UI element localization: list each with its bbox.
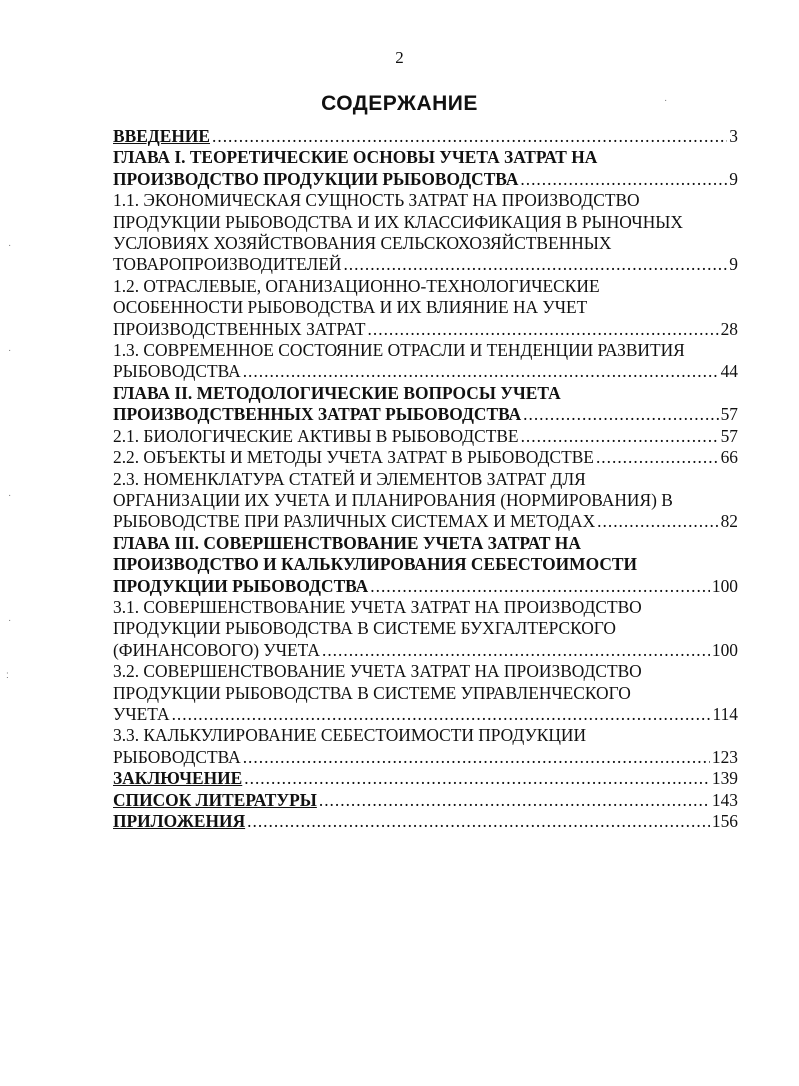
toc-entry[interactable] [113, 276, 738, 340]
toc-entry-line: 3.2. СОВЕРШЕНСТВОВАНИЕ УЧЕТА ЗАТРАТ НА ПРОИЗВОДСТВО [113, 661, 642, 682]
scan-speck: · [8, 240, 12, 251]
toc-entry[interactable] [113, 447, 738, 468]
toc-entry-line: 1.3. СОВРЕМЕННОЕ СОСТОЯНИЕ ОТРАСЛИ И ТЕНДЕНЦИИ РАЗВИТИЯ [113, 340, 685, 361]
toc-entry-leader-line [113, 169, 738, 190]
toc-page-number: 9 [729, 254, 738, 275]
toc-entry-line: УСЛОВИЯХ ХОЗЯЙСТВОВАНИЯ СЕЛЬСКОХОЗЯЙСТВЕННЫХ [113, 233, 612, 254]
toc-entry[interactable] [113, 597, 738, 661]
toc-page-number: 9 [729, 168, 738, 189]
toc-page-number: 123 [711, 746, 738, 767]
toc-page-number: 66 [720, 447, 738, 468]
toc-entry-title: ПРОИЗВОДСТВЕННЫХ ЗАТРАТ РЫБОВОДСТВА [113, 404, 522, 425]
toc-page-number: 57 [720, 404, 738, 425]
toc-page-number: 82 [720, 511, 738, 532]
toc-entry-leader-line [113, 361, 738, 382]
dot-leader [247, 811, 710, 832]
toc-page-number: 44 [720, 361, 738, 382]
toc-entry-line: 3.3. КАЛЬКУЛИРОВАНИЕ СЕБЕСТОИМОСТИ ПРОДУКЦИИ [113, 725, 587, 746]
toc-entry-title: РЫБОВОДСТВЕ ПРИ РАЗЛИЧНЫХ СИСТЕМАХ И МЕТОДАХ [113, 511, 596, 532]
toc-entry[interactable] [113, 790, 738, 811]
toc-entry-leader-line [113, 576, 738, 597]
dot-leader [319, 790, 710, 811]
scan-speck: · [8, 490, 12, 501]
table-of-contents [113, 126, 738, 832]
toc-entry[interactable] [113, 126, 738, 147]
toc-entry-leader-line [113, 404, 738, 425]
toc-entry-title: УЧЕТА [113, 703, 170, 724]
toc-entry-title: РЫБОВОДСТВА [113, 746, 241, 767]
toc-page-number: 114 [712, 703, 738, 724]
dot-leader [370, 576, 710, 597]
dot-leader [172, 704, 711, 725]
toc-entry-leader-line [113, 640, 738, 661]
toc-entry-leader-line [113, 447, 738, 468]
toc-entry-line: ПРОДУКЦИИ РЫБОВОДСТВА В СИСТЕМЕ БУХГАЛТЕРСКОГО [113, 618, 616, 639]
dot-leader [521, 426, 719, 447]
toc-entry-line: 1.1. ЭКОНОМИЧЕСКАЯ СУЩНОСТЬ ЗАТРАТ НА ПРОИЗВОДСТВО [113, 190, 640, 211]
toc-entry[interactable] [113, 725, 738, 768]
toc-entry[interactable] [113, 340, 738, 383]
toc-entry[interactable] [113, 661, 738, 725]
toc-page-number: 57 [720, 425, 738, 446]
toc-entry-title: ПРОИЗВОДСТВО ПРОДУКЦИИ РЫБОВОДСТВА [113, 168, 519, 189]
toc-page-number: 100 [711, 639, 738, 660]
toc-entry-title: 2.2. ОБЪЕКТЫ И МЕТОДЫ УЧЕТА ЗАТРАТ В РЫБОВОДСТВЕ [113, 447, 594, 468]
toc-page-number: 143 [711, 789, 738, 810]
toc-entry-leader-line [113, 511, 738, 532]
toc-entry-line: 1.2. ОТРАСЛЕВЫЕ, ОГАНИЗАЦИОННО-ТЕХНОЛОГИЧЕСКИЕ [113, 275, 600, 296]
dot-leader [243, 361, 719, 382]
toc-entry-title: ТОВАРОПРОИЗВОДИТЕЛЕЙ [113, 254, 342, 275]
dot-leader [596, 447, 719, 468]
toc-page-number: 100 [711, 575, 738, 596]
toc-entry-title: ЗАКЛЮЧЕНИЕ [113, 768, 243, 789]
toc-entry-leader-line [113, 126, 738, 147]
toc-entry-leader-line [113, 426, 738, 447]
toc-entry-line: ОРГАНИЗАЦИИ ИХ УЧЕТА И ПЛАНИРОВАНИЯ (НОРМИРОВАНИЯ) В [113, 489, 673, 510]
toc-entry-leader-line [113, 704, 738, 725]
toc-entry[interactable] [113, 190, 738, 276]
toc-entry[interactable] [113, 426, 738, 447]
toc-page-number: 28 [720, 318, 738, 339]
dot-leader [520, 169, 727, 190]
toc-entry-leader-line [113, 319, 738, 340]
toc-entry-title: ПРОИЗВОДСТВЕННЫХ ЗАТРАТ [113, 318, 366, 339]
toc-entry-title: ПРОДУКЦИИ РЫБОВОДСТВА [113, 575, 369, 596]
dot-leader [368, 319, 719, 340]
toc-entry-leader-line [113, 747, 738, 768]
scan-speck: · [8, 615, 12, 626]
dot-leader [244, 768, 710, 789]
toc-entry-leader-line [113, 768, 738, 789]
dot-leader [597, 511, 718, 532]
toc-entry[interactable] [113, 469, 738, 533]
toc-entry-line: ГЛАВА II. МЕТОДОЛОГИЧЕСКИЕ ВОПРОСЫ УЧЕТА [113, 382, 561, 403]
toc-entry-line: ПРОДУКЦИИ РЫБОВОДСТВА В СИСТЕМЕ УПРАВЛЕНЧЕСКОГО [113, 682, 631, 703]
toc-page-number: 3 [729, 126, 738, 146]
toc-entry-title: ВВЕДЕНИЕ [113, 126, 211, 146]
dot-leader [243, 747, 710, 768]
toc-entry[interactable] [113, 147, 738, 190]
dot-leader [343, 254, 727, 275]
toc-entry-line: ГЛАВА III. СОВЕРШЕНСТВОВАНИЕ УЧЕТА ЗАТРАТ НА [113, 532, 581, 553]
dot-leader [212, 126, 727, 147]
toc-entry-line: ПРОИЗВОДСТВО И КАЛЬКУЛИРОВАНИЯ СЕБЕСТОИМОСТИ [113, 554, 638, 575]
toc-entry[interactable] [113, 533, 738, 597]
scan-speck: : [6, 670, 9, 681]
toc-entry-leader-line [113, 254, 738, 275]
toc-entry-line: 3.1. СОВЕРШЕНСТВОВАНИЕ УЧЕТА ЗАТРАТ НА ПРОИЗВОДСТВО [113, 596, 642, 617]
toc-page-number: 156 [711, 811, 738, 831]
page-number: 2 [395, 48, 404, 67]
toc-entry-line: 2.3. НОМЕНКЛАТУРА СТАТЕЙ И ЭЛЕМЕНТОВ ЗАТРАТ ДЛЯ [113, 468, 586, 489]
toc-entry-title: 2.1. БИОЛОГИЧЕСКИЕ АКТИВЫ В РЫБОВОДСТВЕ [113, 425, 519, 446]
toc-entry-title: ПРИЛОЖЕНИЯ [113, 811, 246, 831]
toc-entry-title: (ФИНАНСОВОГО) УЧЕТА [113, 639, 320, 660]
toc-page-number: 139 [711, 768, 738, 789]
scan-speck: · [8, 345, 12, 356]
toc-entry-line: ГЛАВА I. ТЕОРЕТИЧЕСКИЕ ОСНОВЫ УЧЕТА ЗАТРАТ НА [113, 147, 598, 168]
toc-entry[interactable] [113, 768, 738, 789]
dot-leader [322, 640, 710, 661]
toc-entry-title: СПИСОК ЛИТЕРАТУРЫ [113, 789, 317, 810]
toc-entry-line: ОСОБЕННОСТИ РЫБОВОДСТВА И ИХ ВЛИЯНИЕ НА УЧЕТ [113, 297, 588, 318]
toc-entry[interactable] [113, 383, 738, 426]
page-title: СОДЕРЖАНИЕ [321, 92, 478, 115]
toc-entry-title: РЫБОВОДСТВА [113, 361, 241, 382]
toc-entry-leader-line [113, 811, 738, 832]
dot-leader [523, 404, 718, 425]
toc-entry-line: ПРОДУКЦИИ РЫБОВОДСТВА И ИХ КЛАССИФИКАЦИЯ В РЫНОЧНЫХ [113, 211, 683, 232]
toc-entry[interactable] [113, 811, 738, 832]
toc-entry-leader-line [113, 790, 738, 811]
scan-speck: · [664, 95, 668, 106]
